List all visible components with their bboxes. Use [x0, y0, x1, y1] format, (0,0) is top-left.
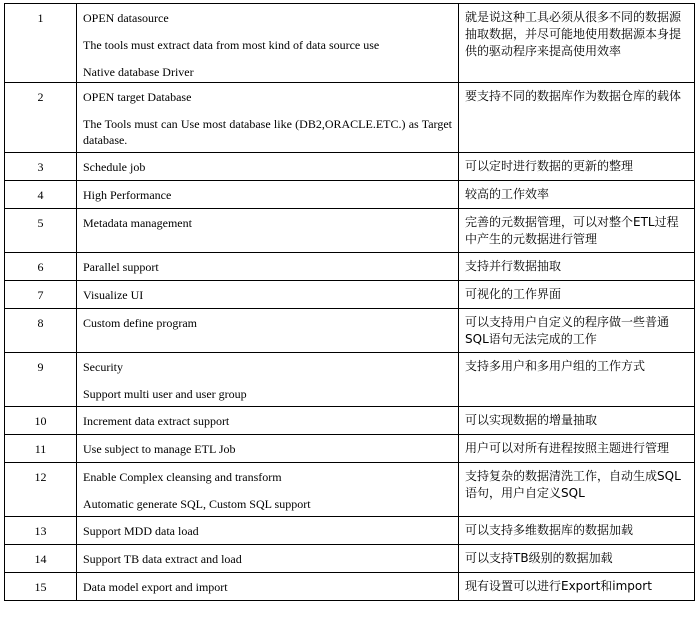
- feature-english-cell: [77, 545, 459, 573]
- feature-english-cell: [77, 83, 459, 153]
- table-row: [5, 153, 695, 181]
- table-row: [5, 181, 695, 209]
- feature-chinese-cell: 支持多用户和多用户组的工作方式: [459, 353, 695, 407]
- feature-title: Parallel support: [83, 260, 159, 274]
- feature-english-cell: [77, 435, 459, 463]
- table-body: [5, 4, 695, 601]
- feature-chinese-cell: 支持并行数据抽取: [459, 253, 695, 281]
- row-number: 9: [5, 353, 77, 407]
- etl-requirements-table: [4, 3, 695, 601]
- feature-english-cell: [77, 463, 459, 517]
- feature-title: Custom define program: [83, 316, 197, 330]
- feature-english-cell: [77, 407, 459, 435]
- row-number: 8: [5, 309, 77, 353]
- feature-chinese-cell: 完善的元数据管理，可以对整个ETL过程中产生的元数据进行管理: [459, 209, 695, 253]
- feature-chinese-cell: 可以定时进行数据的更新的整理: [459, 153, 695, 181]
- feature-chinese-cell: 就是说这种工具必须从很多不同的数据源抽取数据，并尽可能地使用数据源本身提供的驱动程序来提高使用效率: [459, 4, 695, 83]
- row-number: 2: [5, 83, 77, 153]
- feature-english-cell: [77, 353, 459, 407]
- feature-title: OPEN datasource: [83, 11, 169, 25]
- feature-title: OPEN target Database: [83, 90, 192, 104]
- feature-english-cell: [77, 309, 459, 353]
- feature-description: Native database Driver: [83, 65, 194, 79]
- table-row: [5, 209, 695, 253]
- table-row: [5, 4, 695, 83]
- table-row: [5, 253, 695, 281]
- feature-english-cell: [77, 153, 459, 181]
- feature-description: Support multi user and user group: [83, 387, 247, 401]
- feature-chinese-cell: 可以支持多维数据库的数据加载: [459, 517, 695, 545]
- table-row: [5, 463, 695, 517]
- row-number: 4: [5, 181, 77, 209]
- row-number: 6: [5, 253, 77, 281]
- feature-description: The Tools must can Use most database like (DB2,ORACLE.ETC.) as Target database.: [83, 117, 452, 147]
- row-number: 13: [5, 517, 77, 545]
- feature-english-cell: [77, 209, 459, 253]
- feature-chinese-cell: 可视化的工作界面: [459, 281, 695, 309]
- feature-chinese-cell: 要支持不同的数据库作为数据仓库的载体: [459, 83, 695, 153]
- row-number: 5: [5, 209, 77, 253]
- feature-chinese-cell: 现有设置可以进行Export和import: [459, 573, 695, 601]
- row-number: 10: [5, 407, 77, 435]
- feature-english-cell: [77, 281, 459, 309]
- feature-title: Data model export and import: [83, 580, 228, 594]
- feature-description: The tools must extract data from most kind of data source use: [83, 38, 380, 52]
- feature-chinese-cell: 用户可以对所有进程按照主题进行管理: [459, 435, 695, 463]
- feature-title: Security: [83, 360, 123, 374]
- row-number: 3: [5, 153, 77, 181]
- table-row: [5, 517, 695, 545]
- feature-title: Support MDD data load: [83, 524, 199, 538]
- feature-chinese-cell: 可以支持TB级别的数据加载: [459, 545, 695, 573]
- table-row: [5, 83, 695, 153]
- feature-english-cell: [77, 4, 459, 83]
- feature-title: Visualize UI: [83, 288, 144, 302]
- feature-english-cell: [77, 253, 459, 281]
- feature-description: Automatic generate SQL, Custom SQL support: [83, 497, 311, 511]
- feature-chinese-cell: 可以实现数据的增量抽取: [459, 407, 695, 435]
- row-number: 15: [5, 573, 77, 601]
- table-row: [5, 573, 695, 601]
- feature-title: High Performance: [83, 188, 172, 202]
- feature-english-cell: [77, 573, 459, 601]
- feature-chinese-cell: 支持复杂的数据清洗工作，自动生成SQL语句，用户自定义SQL: [459, 463, 695, 517]
- feature-title: Increment data extract support: [83, 414, 230, 428]
- row-number: 14: [5, 545, 77, 573]
- table-row: [5, 407, 695, 435]
- table-row: [5, 353, 695, 407]
- feature-english-cell: [77, 181, 459, 209]
- row-number: 12: [5, 463, 77, 517]
- feature-title: Support TB data extract and load: [83, 552, 242, 566]
- table-row: [5, 545, 695, 573]
- feature-title: Schedule job: [83, 160, 146, 174]
- feature-chinese-cell: 较高的工作效率: [459, 181, 695, 209]
- feature-title: Metadata management: [83, 216, 192, 230]
- feature-title: Use subject to manage ETL Job: [83, 442, 236, 456]
- feature-english-cell: [77, 517, 459, 545]
- table-row: [5, 435, 695, 463]
- row-number: 7: [5, 281, 77, 309]
- table-row: [5, 309, 695, 353]
- table-row: [5, 281, 695, 309]
- row-number: 11: [5, 435, 77, 463]
- feature-title: Enable Complex cleansing and transform: [83, 470, 282, 484]
- feature-chinese-cell: 可以支持用户自定义的程序做一些普通SQL语句无法完成的工作: [459, 309, 695, 353]
- row-number: 1: [5, 4, 77, 83]
